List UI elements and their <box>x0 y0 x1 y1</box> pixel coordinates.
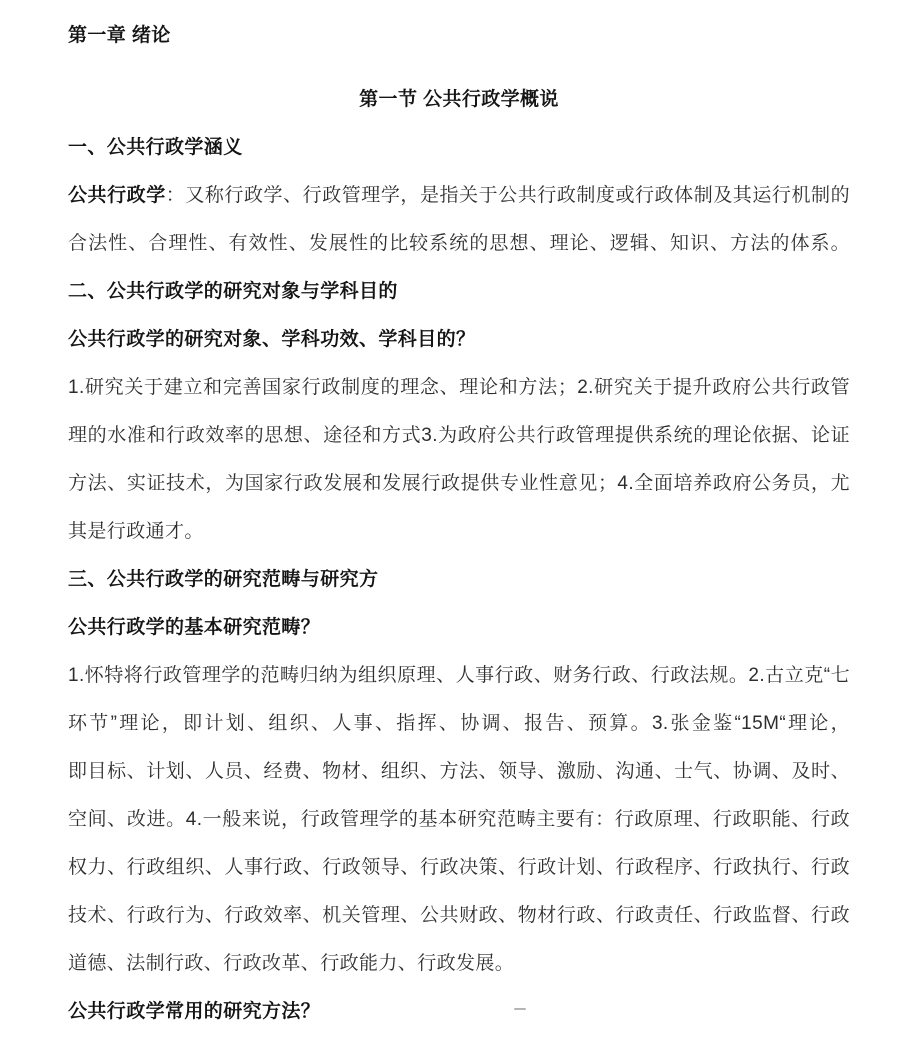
body-line: 1.怀特将行政管理学的范畴归纳为组织原理、人事行政、财务行政、行政法规。2.古立克“七 <box>68 665 850 686</box>
section-heading: 第一节 公共行政学概说 <box>359 89 559 110</box>
body-line: 1.研究关于建立和完善国家行政制度的理念、理论和方法；2.研究关于提升政府公共行政管 <box>68 377 850 398</box>
body-line <box>68 182 850 209</box>
body-line: 技术、行政行为、行政效率、机关管理、公共财政、物材行政、行政责任、行政监督、行政 <box>68 905 850 926</box>
body-line: 空间、改进。4.一般来说，行政管理学的基本研究范畴主要有：行政原理、行政职能、行政 <box>68 809 850 830</box>
body-line: 其是行政通才。 <box>68 521 204 542</box>
body-line: 即目标、计划、人员、经费、物材、组织、方法、领导、激励、沟通、士气、协调、及时、 <box>68 761 850 782</box>
body-line: 权力、行政组织、人事行政、行政领导、行政决策、行政计划、行政程序、行政执行、行政 <box>68 857 850 878</box>
subheading-research-object: 二、公共行政学的研究对象与学科目的 <box>68 281 398 302</box>
term-lead: 公共行政学 <box>68 185 166 206</box>
body-line: 环节”理论，即计划、组织、人事、指挥、协调、报告、预算。3.张金鉴“15M“理论， <box>68 713 850 734</box>
stray-dash-mark <box>514 1008 526 1010</box>
question-heading-scope: 公共行政学的基本研究范畴？ <box>68 617 321 638</box>
body-line: 合法性、合理性、有效性、发展性的比较系统的思想、理论、逻辑、知识、方法的体系。 <box>68 233 850 254</box>
subheading-research-scope: 三、公共行政学的研究范畴与研究方 <box>68 569 379 590</box>
body-line: 方法、实证技术，为国家行政发展和发展行政提供专业性意见；4.全面培养政府公务员，尤 <box>68 473 850 494</box>
body-line: 理的水准和行政效率的思想、途径和方式3.为政府公共行政管理提供系统的理论依据、论证 <box>68 425 850 446</box>
question-heading-methods: 公共行政学常用的研究方法？ <box>68 1001 321 1022</box>
question-heading-object: 公共行政学的研究对象、学科功效、学科目的？ <box>68 329 476 350</box>
term-definition: ：又称行政学、行政管理学，是指关于公共行政制度或行政体制及其运行机制的 <box>165 185 850 206</box>
body-line: 道德、法制行政、行政改革、行政能力、行政发展。 <box>68 953 515 974</box>
subheading-definition: 一、公共行政学涵义 <box>68 137 243 158</box>
chapter-heading: 第一章 绪论 <box>68 25 171 46</box>
